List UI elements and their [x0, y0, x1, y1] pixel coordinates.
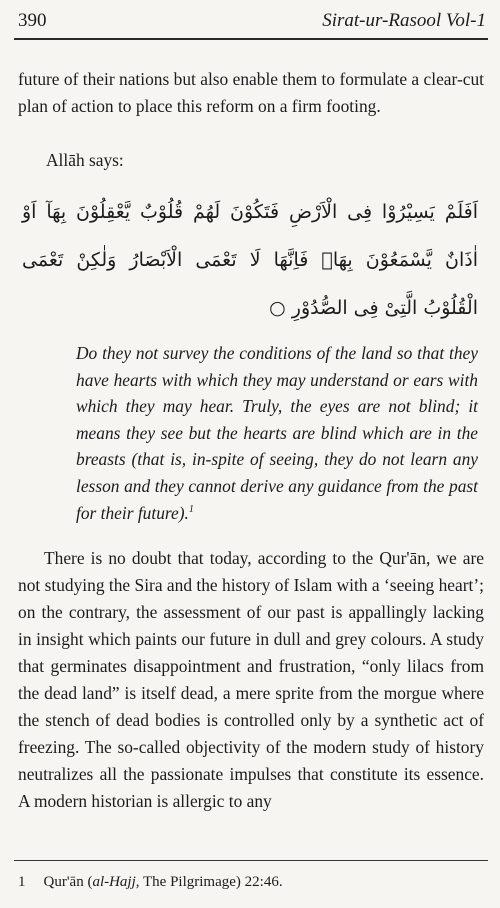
footnote-text-post: , The Pilgrimage) 22:46.	[135, 874, 283, 890]
verse-translation	[76, 340, 478, 526]
arabic-verse	[22, 188, 478, 332]
main-paragraph: There is no doubt that today, according to the Qur'ān, we are not studying the Sira and the history of Islam with a ‘seeing heart’; on the contrary, the assessment of our past is appallingly lacking in insight which paints our future in dull and grey colours. A study that germinates disappointment and frustration, “only lilacs from the dead land” is itself dead, a mere sprite from the morgue where the stench of dead bodies is controlled only by a synthetic act of freezing. The so-called objectivity of the modern study of history neutralizes all the passionate impulses that constitute its essence. A modern historian is allergic to any	[18, 548, 484, 811]
footnote-text-pre: Qur'ān (	[43, 874, 93, 890]
footnote-number: 1	[18, 874, 26, 890]
paragraph-continuation: future of their nations but also enable them to formulate a clear-cut plan of action to place this reform on a firm footing.	[18, 69, 484, 116]
page-header	[18, 10, 486, 36]
running-head: Sirat-ur-Rasool Vol-1	[322, 10, 486, 31]
footnote-text-italic: al-Hajj	[92, 874, 136, 890]
footnote-rule	[14, 860, 488, 861]
translation-text: Do they not survey the conditions of the land so that they have hearts with which they may understand or ears with which they may hear. Truly, the eyes are not blind; it means they see but the hearts are blind which are in the breasts (that is, in-spite of seeing, they do not learn any lesson and they cannot derive any guidance from the past for their future).	[76, 343, 478, 523]
arabic-line-3: الْقُلُوْبُ الَّتِىْ فِى الصُّدُوْرِ ○	[269, 297, 478, 319]
footnote	[18, 874, 283, 891]
footnote-reference: 1	[188, 503, 194, 515]
page-number: 390	[18, 10, 47, 31]
arabic-line-2: اٰذَانٌ يَّسْمَعُوْنَ بِهَاۚ فَاِنَّهَا لَا تَعْمَى الْاَبْصَارُ وَلٰكِنْ تَعْمَى	[22, 249, 478, 271]
header-rule	[14, 38, 488, 40]
allah-says-line: Allāh says:	[46, 150, 124, 170]
arabic-line-1: اَفَلَمْ يَسِيْرُوْا فِى الْاَرْضِ فَتَكُوْنَ لَهُمْ قُلُوْبٌ يَّعْقِلُوْنَ بِهَآ اَوْ	[22, 201, 478, 223]
